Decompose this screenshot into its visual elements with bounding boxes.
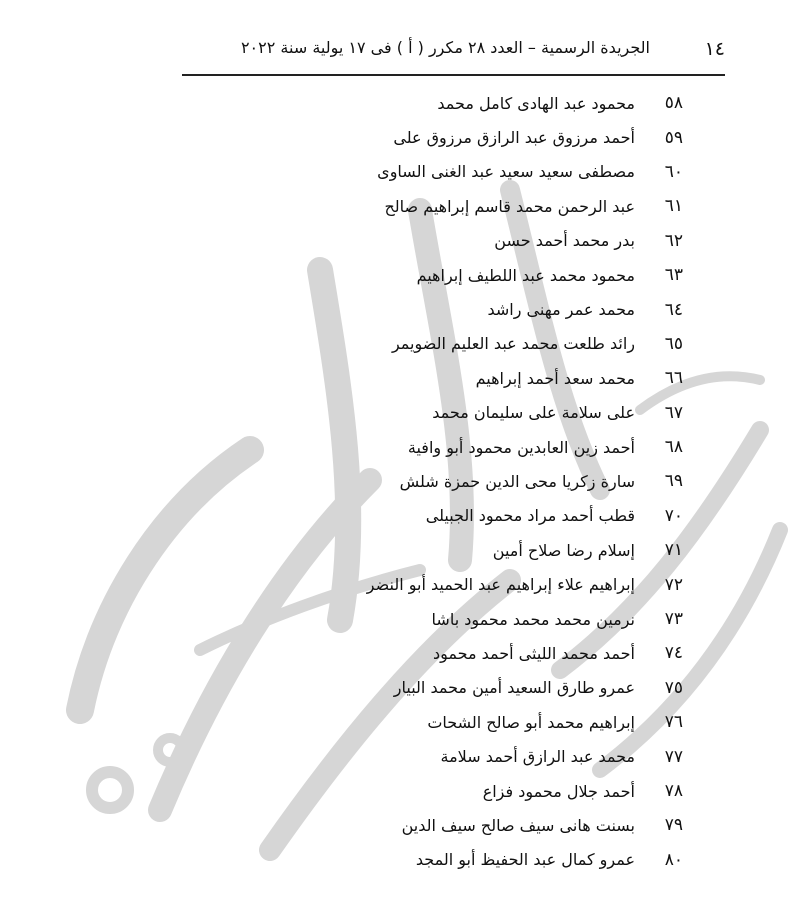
item-number: ٦١ <box>664 196 683 217</box>
item-name: بدر محمد أحمد حسن <box>494 231 635 251</box>
item-number: ٦٩ <box>664 471 683 492</box>
item-number: ٦٧ <box>664 402 683 423</box>
list-item <box>367 224 683 258</box>
list-item <box>367 327 683 361</box>
list-item <box>367 361 683 395</box>
list-item <box>367 86 683 120</box>
item-number: ٧٦ <box>664 712 683 733</box>
item-number: ٧٢ <box>664 574 683 595</box>
item-number: ٦٠ <box>664 161 683 182</box>
item-name: بسنت هانى سيف صالح سيف الدين <box>401 815 635 835</box>
item-name: عبد الرحمن محمد قاسم إبراهيم صالح <box>384 196 635 216</box>
list-item <box>367 636 683 670</box>
item-name: محمد عمر مهنى راشد <box>487 300 635 320</box>
item-name: محمد سعد أحمد إبراهيم <box>475 368 635 388</box>
list-item <box>367 533 683 567</box>
item-name: سارة زكريا محى الدين حمزة شلش <box>399 471 635 491</box>
list-item <box>367 430 683 464</box>
item-name: أحمد زين العابدين محمود أبو وافية <box>407 437 635 457</box>
item-number: ٦٦ <box>664 368 683 389</box>
item-name: إبراهيم علاء إبراهيم عبد الحميد أبو النضر <box>366 575 635 595</box>
item-name: قطب أحمد مراد محمود الجبيلى <box>425 506 635 526</box>
item-name: إسلام رضا صلاح أمين <box>492 540 635 560</box>
page-header <box>180 34 725 64</box>
list-item <box>367 189 683 223</box>
item-number: ٦٣ <box>664 265 683 286</box>
item-name: محمود عبد الهادى كامل محمد <box>437 93 635 113</box>
list-item <box>367 843 683 877</box>
item-name: مصطفى سعيد سعيد عبد الغنى الساوى <box>377 162 635 182</box>
list-item <box>367 396 683 430</box>
item-number: ٧٥ <box>664 677 683 698</box>
list-item <box>367 258 683 292</box>
item-number: ٦٨ <box>664 437 683 458</box>
list-item <box>367 464 683 498</box>
list-item <box>367 567 683 601</box>
item-number: ٨٠ <box>664 849 683 870</box>
item-number: ٧٧ <box>664 746 683 767</box>
list-item <box>367 774 683 808</box>
item-name: محمد عبد الرازق أحمد سلامة <box>440 747 635 767</box>
list-item <box>367 602 683 636</box>
item-number: ٦٢ <box>664 230 683 251</box>
item-name: إبراهيم محمد أبو صالح الشحات <box>427 712 635 732</box>
item-name: عمرو كمال عبد الحفيظ أبو المجد <box>415 850 635 870</box>
list-item <box>367 155 683 189</box>
item-name: أحمد جلال محمود فزاع <box>482 781 635 801</box>
list-item <box>367 120 683 154</box>
item-name: محمود محمد عبد اللطيف إبراهيم <box>416 265 635 285</box>
item-number: ٧١ <box>664 540 683 561</box>
item-number: ٦٤ <box>664 299 683 320</box>
item-number: ٧٠ <box>664 505 683 526</box>
names-list <box>367 86 683 877</box>
item-name: أحمد محمد الليثى أحمد محمود <box>432 643 635 663</box>
list-item <box>367 671 683 705</box>
list-item <box>367 292 683 326</box>
item-name: على سلامة على سليمان محمد <box>432 403 635 423</box>
list-item <box>367 499 683 533</box>
list-item <box>367 705 683 739</box>
item-number: ٦٥ <box>664 333 683 354</box>
item-number: ٧٨ <box>664 781 683 801</box>
item-number: ٧٤ <box>664 643 683 664</box>
list-item <box>367 808 683 842</box>
item-number: ٧٣ <box>664 609 683 630</box>
item-name: رائد طلعت محمد عبد العليم الضويمر <box>391 334 635 354</box>
item-name: عمرو طارق السعيد أمين محمد البيار <box>393 678 635 698</box>
header-divider <box>182 74 725 76</box>
page-number: ١٤ <box>704 38 725 60</box>
issue-line: الجريدة الرسمية – العدد ٢٨ مكرر ( أ ) فى ١٧ يولية سنة ٢٠٢٢ <box>240 38 650 57</box>
item-name: نرمين محمد محمد محمود باشا <box>431 609 635 629</box>
item-number: ٧٩ <box>664 815 683 836</box>
item-number: ٥٨ <box>664 93 683 114</box>
list-item <box>367 739 683 773</box>
item-name: أحمد مرزوق عبد الرازق مرزوق على <box>393 128 635 148</box>
item-number: ٥٩ <box>664 127 683 148</box>
